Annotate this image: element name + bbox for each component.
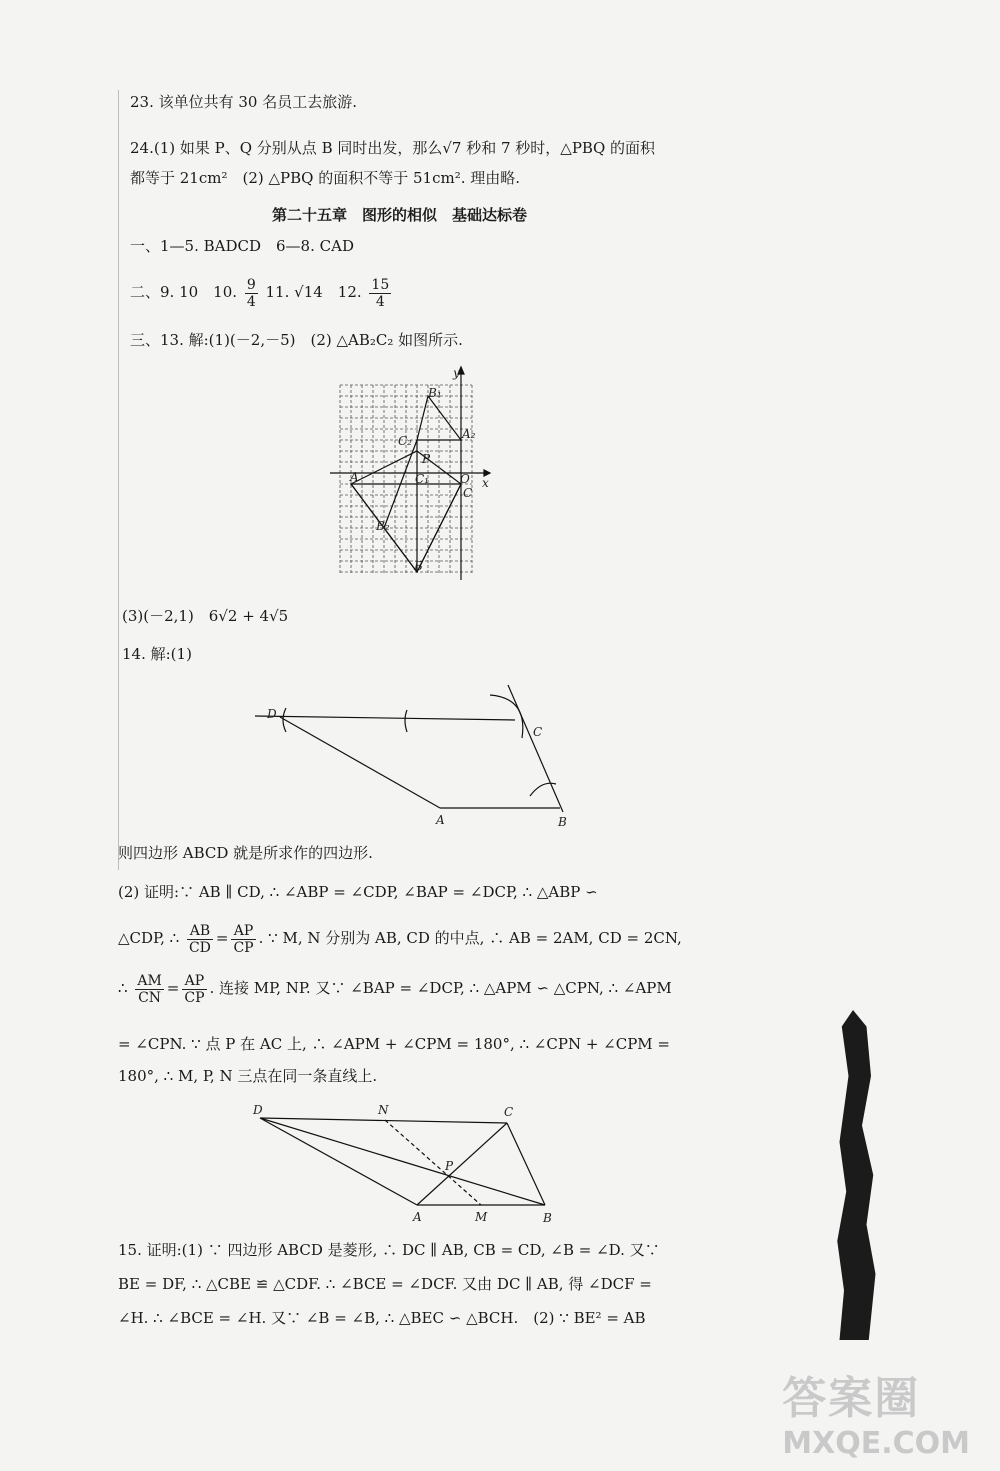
segment-dc bbox=[260, 1118, 507, 1123]
fraction-numerator: 9 bbox=[246, 276, 256, 293]
proof-line3-prefix: ∴ bbox=[118, 979, 128, 997]
segment-da bbox=[280, 717, 440, 808]
label-b: B bbox=[543, 1211, 552, 1225]
answer-part1: 一、1—5. BADCD 6—8. CAD bbox=[130, 237, 354, 255]
proof-line3 bbox=[118, 968, 672, 1008]
label-b1: B₁ bbox=[428, 386, 442, 400]
fraction-am-cn bbox=[135, 973, 163, 1006]
equals-sign: = bbox=[166, 979, 180, 997]
segment-cb bbox=[507, 1123, 545, 1205]
label-d: D bbox=[253, 1103, 263, 1117]
label-y: y bbox=[453, 366, 460, 380]
fraction-numerator: AP bbox=[182, 973, 206, 990]
watermark-url: MXQE.COM bbox=[782, 1426, 970, 1461]
answer-15-line3: ∠H. ∴ ∠BCE = ∠H. 又∵ ∠B = ∠B, ∴ △BEC ∽ △BCH. (2) ∵ BE² = AB bbox=[118, 1309, 646, 1327]
label-c: C bbox=[533, 725, 543, 739]
label-b2: B₂ bbox=[376, 519, 390, 533]
label-a2: A₂ bbox=[462, 427, 476, 441]
fraction-ap-cp-2 bbox=[182, 973, 206, 1006]
watermark-logo: 答案圈 bbox=[782, 1373, 921, 1424]
arc-mark-b bbox=[530, 783, 556, 796]
proof-line5: 180°, ∴ M, P, N 三点在同一条直线上. bbox=[118, 1067, 378, 1085]
part2-prefix: 二、9. 10 10. bbox=[130, 283, 238, 301]
label-c: C bbox=[463, 486, 473, 500]
segment-ac bbox=[417, 1123, 507, 1205]
label-b: B bbox=[414, 559, 423, 573]
segment-da bbox=[260, 1118, 417, 1205]
label-c: C bbox=[504, 1105, 514, 1119]
fraction-ab-cd bbox=[187, 923, 213, 956]
label-x: x bbox=[482, 476, 489, 490]
answer-15-line1: 15. 证明:(1) ∵ 四边形 ABCD 是菱形, ∴ DC ∥ AB, CB = CD, ∠B = ∠D. 又∵ bbox=[118, 1241, 660, 1259]
fraction-numerator: AM bbox=[137, 972, 162, 989]
proof-line2-suffix: . ∵ M, N 分别为 AB, CD 的中点, ∴ AB = 2AM, CD = 2CN, bbox=[258, 929, 682, 947]
fraction-denominator: CN bbox=[138, 989, 162, 1006]
segment-cb bbox=[508, 685, 563, 812]
fraction-denominator: CP bbox=[233, 939, 254, 956]
label-d: D bbox=[267, 707, 277, 721]
answer-13-part3: (3)(－2,1) 6√2 + 4√5 bbox=[122, 607, 289, 625]
coordinate-grid-figure bbox=[330, 365, 500, 580]
label-c2: C₂ bbox=[398, 434, 412, 448]
label-o: O bbox=[460, 472, 470, 486]
proof-line2 bbox=[118, 918, 682, 958]
label-a: A bbox=[413, 1210, 422, 1224]
label-a: A bbox=[350, 470, 359, 484]
fraction-q10 bbox=[245, 277, 258, 310]
proof-line3-suffix: . 连接 MP, NP. 又∵ ∠BAP = ∠DCP, ∴ △APM ∽ △CPN, ∴ ∠APM bbox=[209, 979, 672, 997]
trapezoid-figure bbox=[245, 1098, 565, 1228]
label-p: P bbox=[445, 1159, 454, 1173]
fraction-denominator: CD bbox=[188, 939, 211, 956]
chapter-title: 第二十五章 图形的相似 基础达标卷 bbox=[272, 206, 528, 224]
answer-23: 23. 该单位共有 30 名员工去旅游. bbox=[130, 93, 358, 111]
label-n: N bbox=[378, 1103, 389, 1117]
answer-14-label: 14. 解:(1) bbox=[122, 645, 192, 663]
answer-14-conclusion: 则四边形 ABCD 就是所求作的四边形. bbox=[118, 844, 373, 862]
label-c1: C₁ bbox=[415, 472, 429, 486]
construction-figure bbox=[250, 680, 590, 830]
segment-db bbox=[260, 1118, 545, 1205]
answer-15-line2: BE = DF, ∴ △CBE ≌ △CDF. ∴ ∠BCE = ∠DCF. 又由 DC ∥ AB, 得 ∠DCF = bbox=[118, 1275, 652, 1293]
arc-mark-c bbox=[490, 695, 523, 738]
fraction-denominator: CP bbox=[184, 989, 205, 1006]
part2-mid: 11. √14 12. bbox=[265, 283, 362, 301]
proof-line4: = ∠CPN. ∵ 点 P 在 AC 上, ∴ ∠APM + ∠CPM = 180°, ∴ ∠CPN + ∠CPM = bbox=[118, 1035, 671, 1053]
fraction-denominator: 4 bbox=[246, 293, 256, 310]
margin-rule bbox=[118, 90, 119, 870]
answer-24-line2: 都等于 21cm² (2) △PBQ 的面积不等于 51cm². 理由略. bbox=[130, 169, 521, 187]
watermark bbox=[782, 1362, 970, 1461]
segment-nm-dashed bbox=[385, 1120, 481, 1205]
proof-line1: (2) 证明:∵ AB ∥ CD, ∴ ∠ABP = ∠CDP, ∠BAP = ∠DCP, ∴ △ABP ∽ bbox=[118, 883, 598, 901]
label-m: M bbox=[475, 1210, 488, 1224]
equals-sign: = bbox=[215, 929, 229, 947]
fraction-ap-cp bbox=[231, 923, 255, 956]
label-b: B bbox=[558, 815, 567, 829]
label-p: P bbox=[422, 452, 431, 466]
answer-24-line1: 24.(1) 如果 P、Q 分别从点 B 同时出发，那么√7 秒和 7 秒时，△PBQ 的面积 bbox=[130, 139, 656, 157]
line-dc bbox=[255, 716, 515, 720]
fraction-numerator: 15 bbox=[371, 276, 390, 293]
label-a: A bbox=[436, 813, 445, 827]
answer-13: 三、13. 解:(1)(－2,－5) (2) △AB₂C₂ 如图所示. bbox=[130, 331, 463, 349]
proof-line2-prefix: △CDP, ∴ bbox=[118, 929, 180, 947]
arc-mark-mid bbox=[405, 710, 407, 732]
page-edge-shadow bbox=[835, 1010, 880, 1340]
fraction-numerator: AP bbox=[231, 923, 255, 940]
fraction-denominator: 4 bbox=[375, 293, 385, 310]
answer-part2 bbox=[130, 272, 394, 312]
fraction-numerator: AB bbox=[187, 923, 213, 940]
fraction-q12 bbox=[369, 277, 391, 310]
